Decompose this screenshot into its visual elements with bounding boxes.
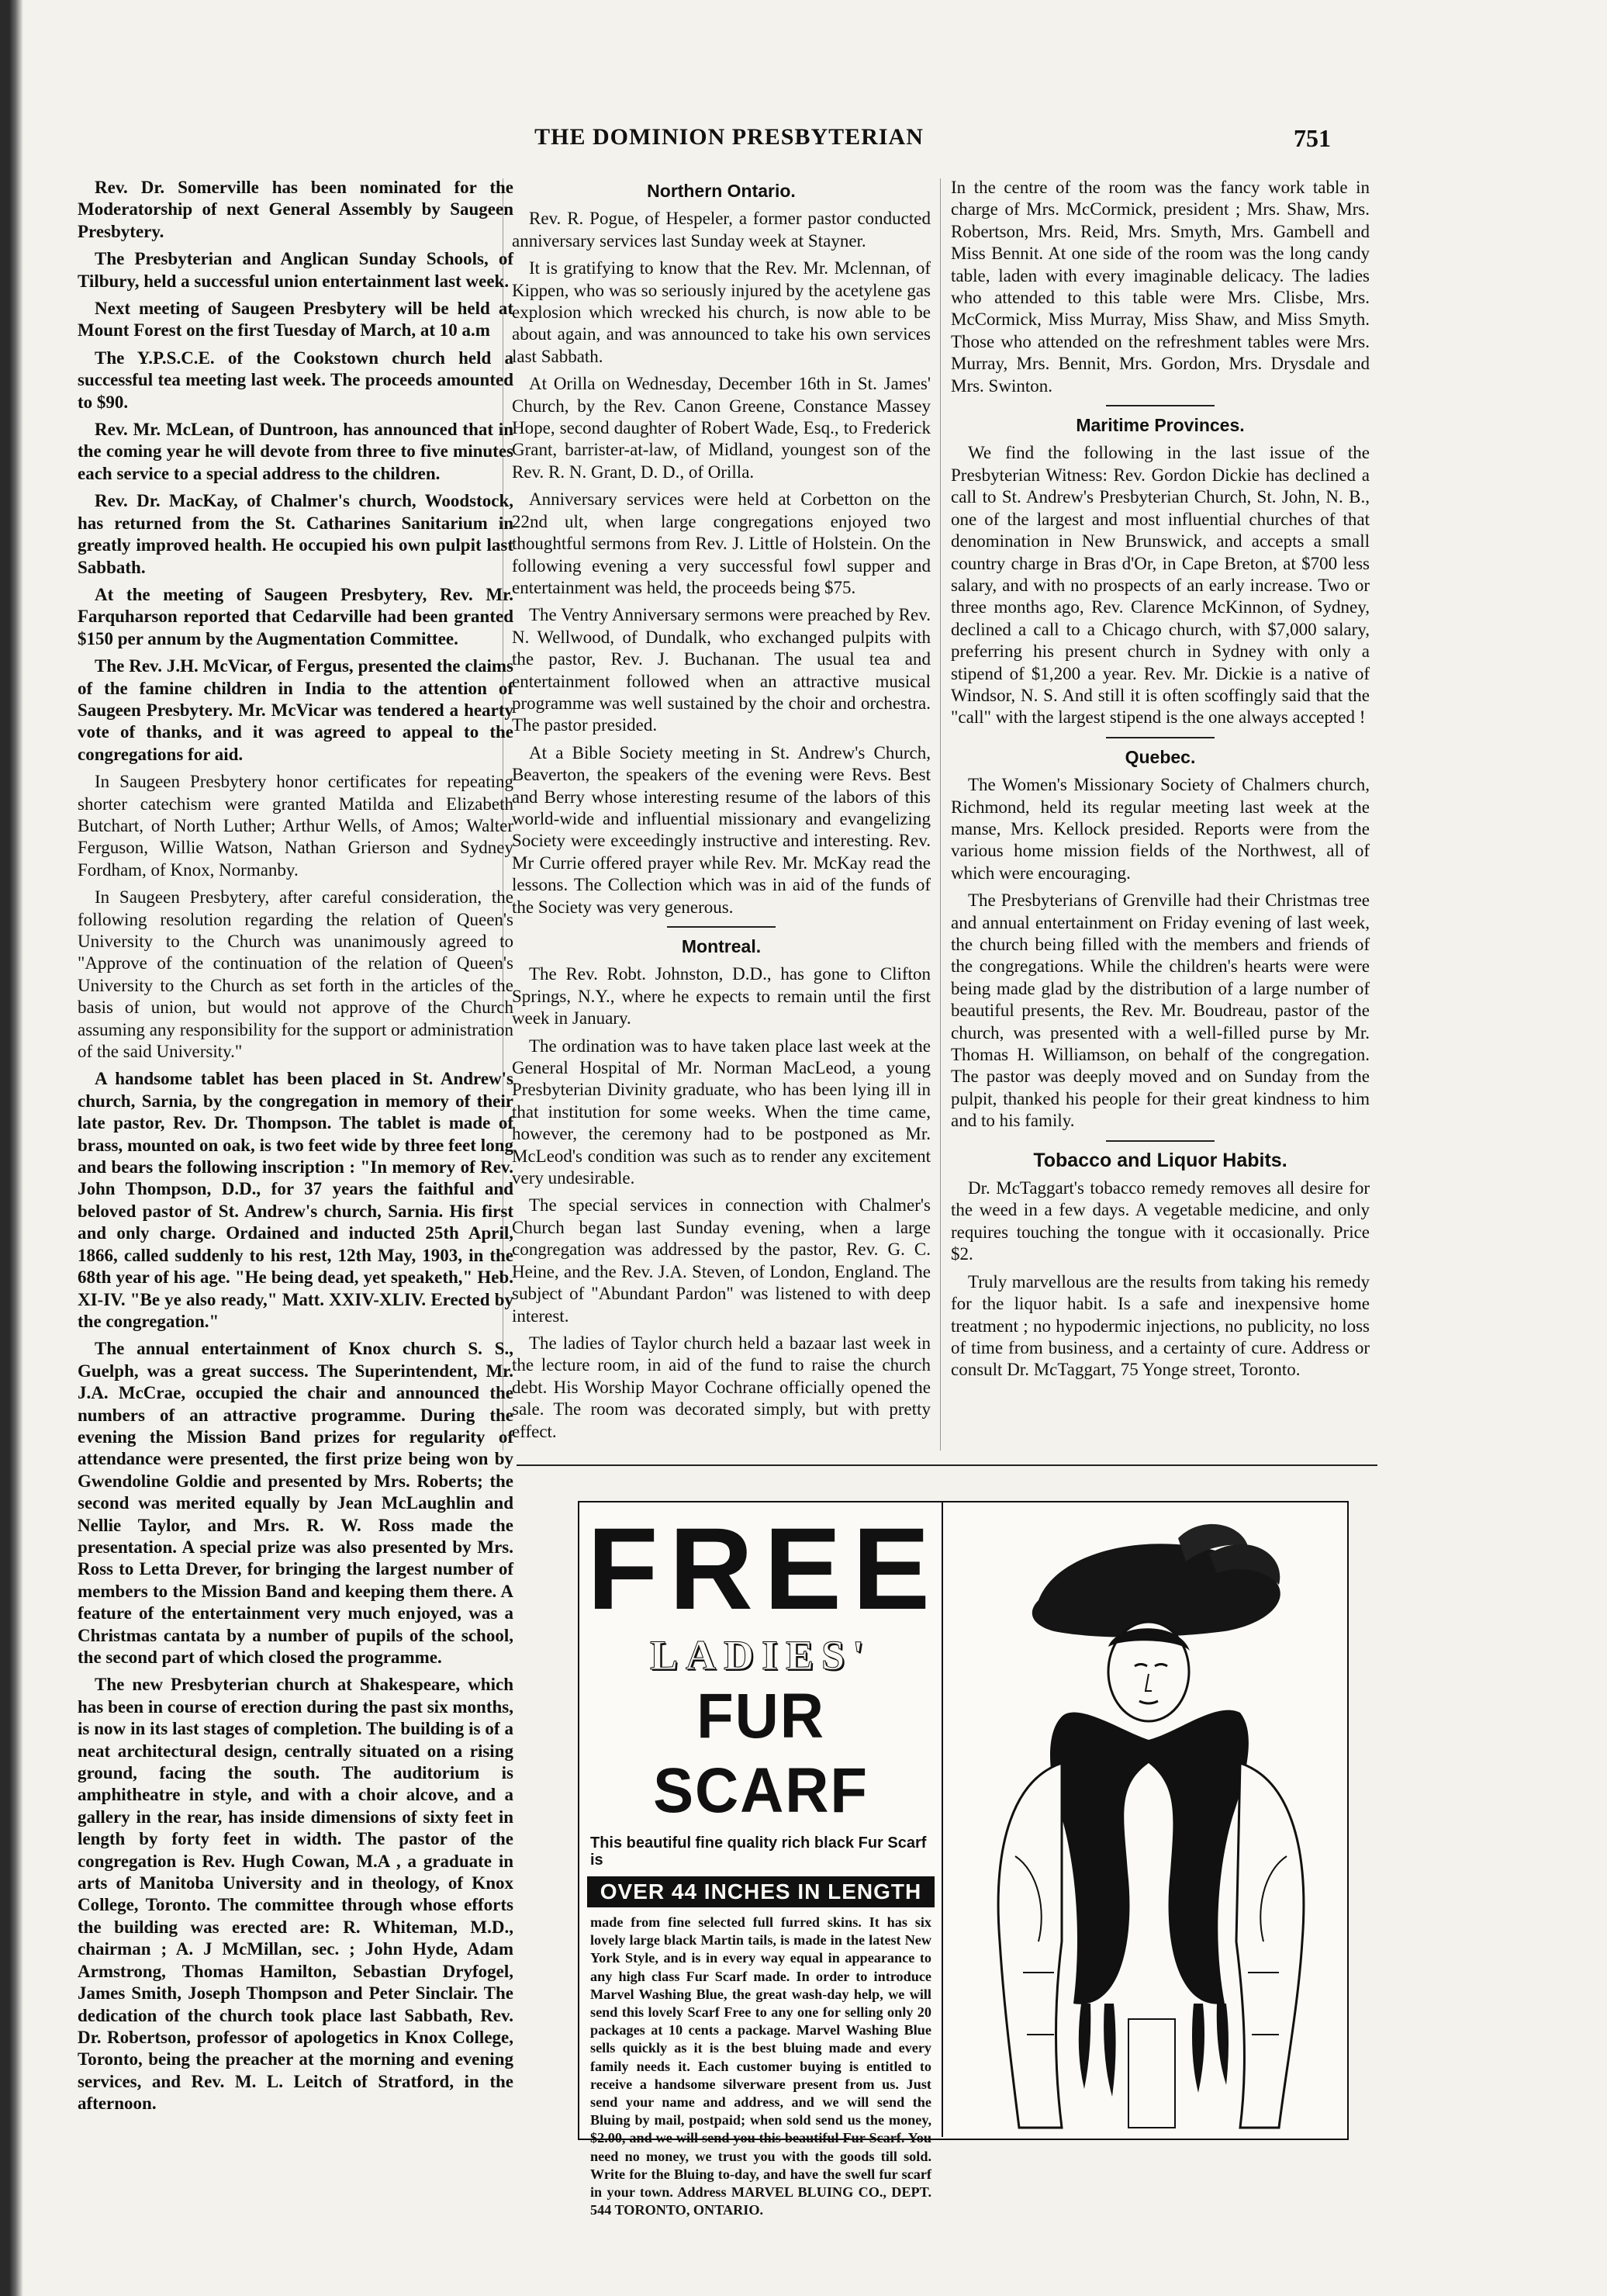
ad-text-panel	[587, 1503, 942, 2218]
section-heading-tobacco-liquor: Tobacco and Liquor Habits.	[1033, 1149, 1287, 1171]
ad-headline-free: FREE	[587, 1503, 942, 1634]
news-item: At Orilla on Wednesday, December 16th in St. James' Church, by the Rev. Canon Greene, Constance Massey Hope, second daughter of Robert Wade, Esq., to Frederick Grant, barrister-at-law, of Midland, youngest son of the Rev. R. N. Grant, D. D., of Orilla.	[512, 374, 931, 482]
section-heading-maritime-provinces: Maritime Provinces.	[1076, 415, 1245, 436]
ad-length-bar: OVER 44 INCHES IN LENGTH	[587, 1876, 935, 1907]
page-binding-edge	[0, 0, 23, 2296]
section-rule	[1106, 737, 1215, 738]
news-item: In Saugeen Presbytery honor certificates for repeating shorter catechism were granted Matilda and Elizabeth Butchart, of North Luther; Arthur Wells, of Amos; Walter Ferguson, Willie Watson, Nathan Grierson and Sydney Fordham, of Knox, Normanby.	[78, 772, 513, 880]
news-item: Rev. Dr. Somerville has been nominated for the Moderatorship of next General Assembly by Saugeen Presbytery.	[78, 178, 513, 241]
news-item: In the centre of the room was the fancy work table in charge of Mrs. McCormick, president ; Mrs. Shaw, Mrs. Robertson, Mrs. Reid, Mrs. Smyth, Mrs. Gambell and Miss Bennit. At one side of the room was the long candy table, laden with every imaginable delicacy. The ladies who attended to this table were Mrs. Clisbe, Mrs. McCormick, Miss Murray, Miss Shaw, and Miss Smyth. Those who attended on the refreshment tables were Mrs. Murray, Mrs. Bennit, Mrs. Gordon, Mrs. Drysdale and Mrs. Swinton.	[951, 178, 1370, 396]
news-item: The Presbyterians of Grenville had their Christmas tree and annual entertainment on Friday evening of last week, the church being filled with the members and friends of the congregations. While the children's hearts were were being made glad by the distribution of a large number of beautiful presents, the Rev. Mr. Boudreau, pastor of the church, was presented with a well-filled purse by Mr. Thomas H. Williamson, on behalf of the congregation. The pastor was deeply moved and on Sunday from the pulpit, thanked his people for their great kindness to him and to his family.	[951, 890, 1370, 1131]
news-item: The Women's Missionary Society of Chalmers church, Richmond, held its regular meeting last week at the manse, Mrs. Kellock presided. Reports were from the various home mission fields of the Northwest, all of which were encouraging.	[951, 775, 1370, 883]
fur-scarf-advertisement	[578, 1501, 1349, 2218]
section-heading-quebec: Quebec.	[1125, 746, 1196, 767]
woman-in-fur-scarf-illustration	[945, 1507, 1343, 2132]
news-item: The Y.P.S.C.E. of the Cookstown church held a successful tea meeting last week. The proceeds amounted to $90.	[78, 348, 513, 412]
news-item: The Rev. Robt. Johnston, D.D., has gone to Clifton Springs, N.Y., where he expects to remain until the first week in January.	[512, 964, 931, 1029]
news-item: Dr. McTaggart's tobacco remedy removes all desire for the weed in a few days. A vegetable medicine, and only requires touching the tongue with it occasionally. Price $2.	[951, 1178, 1370, 1264]
news-item: The special services in connection with Chalmer's Church began last Sunday evening, when a large congregation was addressed by the pastor, Rev. G. C. Heine, and the Rev. J.A. Steven, of London, England. The subject of "Abundant Pardon" was listened to with deep interest.	[512, 1195, 931, 1326]
news-item: Truly marvellous are the results from taking his remedy for the liquor habit. Is a safe and inexpensive home treatment ; no hypodermic injections, no publicity, no loss of time from business, and a certainty of cure. Address or consult Dr. McTaggart, 75 Yonge street, Toronto.	[951, 1271, 1370, 1380]
ad-headline-ladies: LADIES'	[649, 1632, 873, 1679]
section-rule	[667, 926, 776, 928]
ad-divider	[942, 1502, 943, 2137]
page-number: 751	[1294, 124, 1331, 152]
news-item: The Presbyterian and Anglican Sunday Schools, of Tilbury, held a successful union entertainment last week.	[78, 249, 513, 291]
news-item: In Saugeen Presbytery, after careful consideration, the following resolution regarding the relation of Queen's University to the Church was unanimously agreed to "Approve of the continuation of the relation of Queen's University to the Church as set forth in the articles of the basis of union, but would not approve of the Church assuming any responsibility for the support or administration of the said University."	[78, 887, 513, 1062]
news-item: Rev. Mr. McLean, of Duntroon, has announced that in the coming year he will devote from three to five minutes each service to a special address to the children.	[78, 420, 513, 483]
ad-subhead: This beautiful fine quality rich black Fur Scarf is	[590, 1834, 927, 1869]
news-item: It is gratifying to know that the Rev. Mr. Mclennan, of Kippen, who was so seriously injured by the acetylene gas explosion which wrecked his church, is now able to be about again, and was announced to take his own services last Sabbath.	[512, 258, 931, 366]
news-item: Rev. R. Pogue, of Hespeler, a former pastor conducted anniversary services last Sunday week at Stayner.	[512, 209, 931, 251]
news-item: The ladies of Taylor church held a bazaar last week in the lecture room, in aid of the fund to raise the church debt. His Worship Mayor Cochrane officially opened the sale. The room was decorated simply, but with pretty effect.	[512, 1333, 931, 1441]
news-item: Rev. Dr. MacKay, of Chalmer's church, Woodstock, has returned from the St. Catharines Sanitarium in greatly improved health. He occupied his own pulpit last Sabbath.	[78, 491, 513, 577]
advertisement-rule	[517, 1464, 1377, 1466]
news-item: A handsome tablet has been placed in St. Andrew's church, Sarnia, by the congregation in memory of their late pastor, Rev. Dr. Thompson. The tablet is made of brass, mounted on oak, is two feet wide by three feet long and bears the following inscription : "In memory of Rev. John Thompson, D.D., for 37 years the faithful and beloved pastor of St. Andrew's church, Sarnia. His first and only charge. Ordained and inducted 25th April, 1866, called suddenly to his rest, 12th May, 1903, in the 68th year of his age. "He being dead, yet speaketh," Heb. XI-IV. "Be ye also ready," Matt. XXIV-XLIV. Erected by the congregation."	[78, 1069, 513, 1331]
news-item: Next meeting of Saugeen Presbytery will be held at Mount Forest on the first Tuesday of March, at 10 a.m	[78, 299, 513, 341]
news-item: We find the following in the last issue of the Presbyterian Witness: Rev. Gordon Dickie has declined a call to St. Andrew's Presbyterian Church, St. John, N. B., one of the largest and most influential churches of that denomination in New Brunswick, and accepts a small country charge in Bras d'Or, in Cape Breton, at $700 less salary, and with no prospects of an early increase. Two or three months ago, Rev. Clarence McKinnon, of Sydney, declined a call to a Chicago church, with $7,000 salary, preferring his present church in Sydney with only a stipend of $1,200 a year. Rev. Mr. Dickie is a native of Windsor, N. S. And still it is often scoffingly said that the "call" with the largest stipend is the one always accepted !	[951, 443, 1370, 728]
column-2	[512, 177, 931, 1448]
section-heading-northern-ontario: Northern Ontario.	[647, 181, 796, 201]
news-item: The Rev. J.H. McVicar, of Fergus, presented the claims of the famine children in India to the attention of Saugeen Presbytery. Mr. McVicar was tendered a hearty vote of thanks, and it was agreed to appeal to the congregations for aid.	[78, 656, 513, 764]
news-item: Anniversary services were held at Corbetton on the 22nd ult, when large congregations enjoyed two thoughtful sermons from Rev. J. Little of Holstein. On the following evening a very successful fowl supper and entertainment was held, the proceeds being $75.	[512, 489, 931, 597]
running-title: THE DOMINION PRESBYTERIAN	[534, 124, 924, 150]
ad-headline-fur-scarf: FUR SCARF	[653, 1681, 869, 1826]
news-item: The annual entertainment of Knox church S. S., Guelph, was a great success. The Superintendent, Mr. J.A. McCrae, occupied the chair and announced the numbers of an attractive programme. During the evening the Mission Band prizes for regularity of attendance were presented, the first prize being won by Gwendoline Goldie and presented by Mrs. Roberts; the second was merited equally by Jean McLaughlin and Nellie Taylor, and Mrs. R. W. Ross made the presentation. A special prize was also presented by Mrs. Ross to Letta Drever, for bringing the largest number of members to the Mission Band and keeping them there. A feature of the entertainment very much enjoyed, was a Christmas cantata by a number of pupils of the school, the second part of which closed the programme.	[78, 1339, 513, 1667]
news-item: The ordination was to have taken place last week at the General Hospital of Mr. Norman MacLeod, a young Presbyterian Divinity graduate, who has been lying ill in that institution for some weeks. When the time came, however, the ceremony had to be postponed as Mr. McLeod's condition was such as to render any excitement very undesirable.	[512, 1036, 931, 1188]
news-item: At the meeting of Saugeen Presbytery, Rev. Mr. Farquharson reported that Cedarville had been granted $150 per annum by the Augmentation Committee.	[78, 584, 513, 648]
column-1	[78, 177, 513, 2121]
column-3	[951, 177, 1370, 1387]
section-rule	[1106, 405, 1215, 406]
section-heading-montreal: Montreal.	[681, 936, 762, 956]
news-item: At a Bible Society meeting in St. Andrew's Church, Beaverton, the speakers of the evening were Revs. Best and Berry whose interesting resume of the labors of this world-wide and influential missionary and evangelizing Society were exceedingly instructive and interesting. Rev. Mr Currie offered prayer while Rev. Mr. McKay read the lessons. The Collection which was in aid of the funds of the Society was very generous.	[512, 742, 931, 917]
column-divider	[940, 178, 941, 1451]
news-item: The Ventry Anniversary sermons were preached by Rev. N. Wellwood, of Dundalk, who exchanged pulpits with the pastor, Rev. J. Buchanan. The usual tea and entertainment followed when an attractive musical programme was well sustained by the choir and orchestra. The pastor presided.	[512, 605, 931, 735]
ad-body-copy: made from fine selected full furred skins. It has six lovely large black Martin tails, is made in the latest New York Style, and is in every way equal in appearance to any high class Fur Scarf made. In order to introduce Marvel Washing Blue, the great wash-day help, we will send this lovely Scarf Free to any one for selling only 20 packages at 10 cents a package. Marvel Washing Blue sells quickly as it is the best bluing made and every family needs it. Each customer buying is entitled to receive a handsome silverware present from us. Just send your name and address, and we will send the Bluing by mail, postpaid; when sold send us the money, $2.00, and we will send you this beautiful Fur Scarf. You need no money, we trust you with the goods till sold. Write for the Bluing to-day, and have the swell fur scarf in your town. Address MARVEL BLUING CO., DEPT. 544 TORONTO, ONTARIO.	[590, 1914, 931, 2218]
section-rule	[1106, 1140, 1215, 1142]
news-item: The new Presbyterian church at Shakespeare, which has been in course of erection during the past six months, is now in its last stages of completion. The building is of a neat architectural design, centrally situated on a rising ground, facing the south. The auditorium is amphitheatre in style, and with a choir alcove, and a gallery in the rear, has inside dimensions of sixty feet in length by forty feet in width. The pastor of the congregation is Rev. Hugh Cowan, M.A , a graduate in arts of Manitoba University and in theology, of Knox College, Toronto. The committee through whose efforts the building was erected are: R. Whiteman, M.D., chairman ; A. J McMillan, sec. ; John Hyde, Adam Armstrong, Thomas Hamilton, Sebastian Dryfogel, James Smith, Joseph Thompson and Peter Sinclair. The dedication of the church took place last Sabbath, Rev. Dr. Robertson, professor of apologetics in Knox College, Toronto, being the preacher at the morning and evening services, and Rev. M. L. Leitch of Stratford, in the afternoon.	[78, 1675, 513, 2114]
